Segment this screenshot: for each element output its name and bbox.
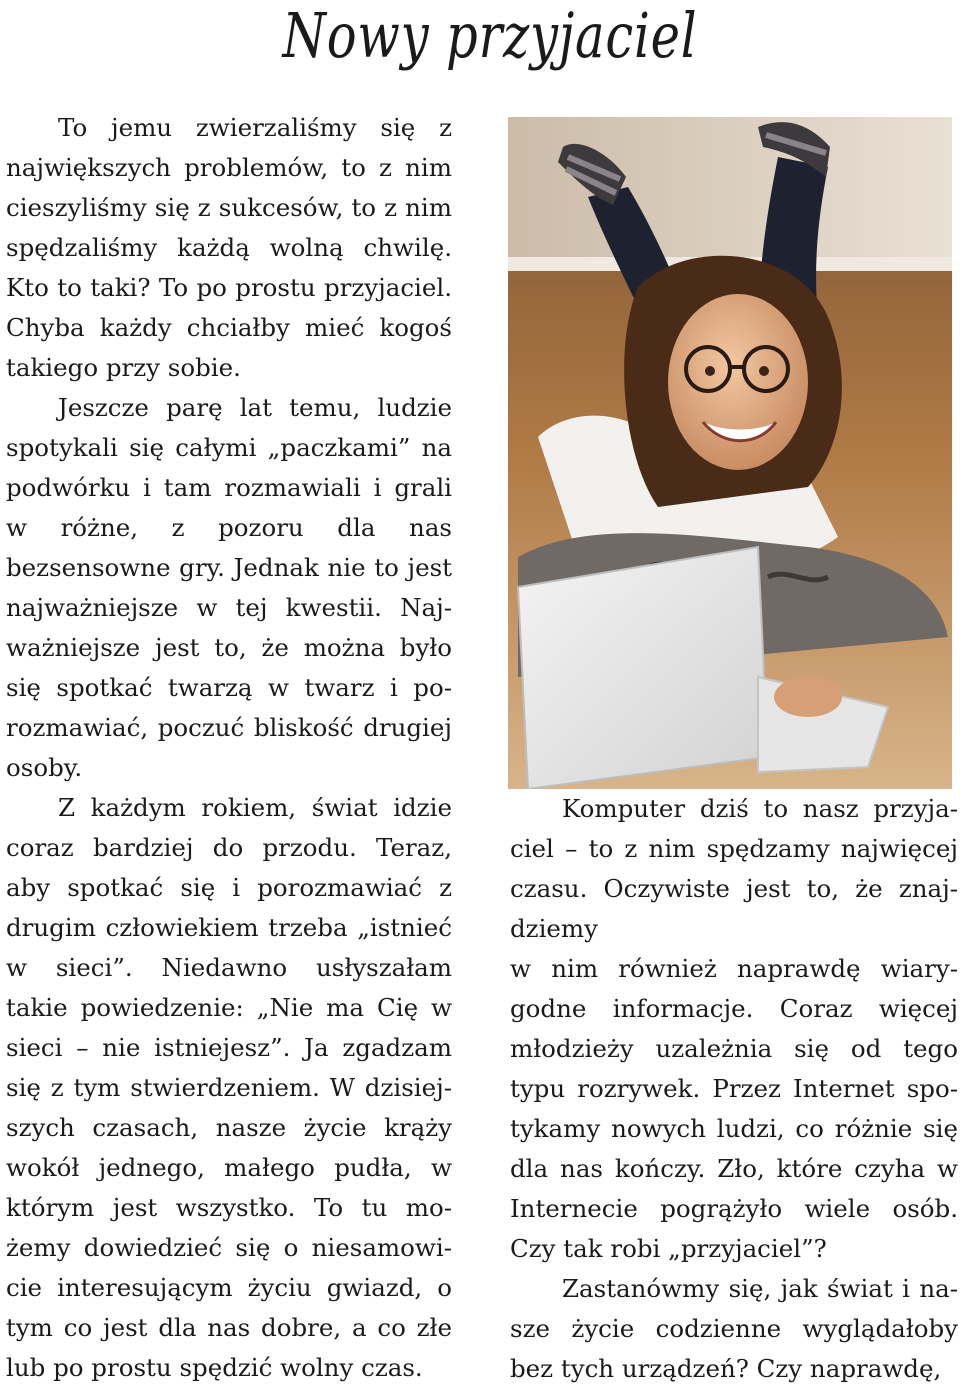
paragraph-2: Jeszcze parę lat temu, ludzie spotykali się całymi „paczkami” na podwórku i tam rozmawiali i grali w różne, z pozoru dla nas bezsensowne gry. Jednak nie to jest najważniejsze w tej kwestii. Najważniejsze jest to, że można było się spotkać twarzą w twarz i porozmawiać, poczuć bliskość drugiej osoby. <box>6 393 452 782</box>
right-column <box>510 789 958 1389</box>
photo-girl-with-laptop <box>508 117 952 789</box>
paragraph-5: w nim również naprawdę wiarygodne informacje. Coraz więcej młodzieży uzależnia się od tego typu rozrywek. Przez Internet spotykamy nowych ludzi, co różnie się dla nas kończy. Zło, które czyha w Internecie pogrążyło wiele osób. Czy tak robi „przyjaciel”? <box>510 954 958 1263</box>
paragraph-3: Z każdym rokiem, świat idzie coraz bardziej do przodu. Teraz, aby spotkać się i porozmawiać z drugim człowiekiem trzeba „istnieć w sieci”. Niedawno usłyszałam takie powiedzenie: „Nie ma Cię w sieci – nie istniejesz”. Ja zgadzam się z tym stwierdzeniem. W dzisiejszych czasach, nasze życie krąży wokół jednego, małego pudła, w którym jest wszystko. To tu możemy dowiedzieć się o niesamowicie interesującym życiu gwiazd, o tym co jest dla nas dobre, a co złe lub po prostu spędzić wolny czas. <box>6 793 452 1382</box>
paragraph-1: To jemu zwierzaliśmy się z największych problemów, to z nim cieszyliśmy się z sukcesów, to z nim spędzaliśmy każdą wolną chwilę. Kto to taki? To po prostu przyjaciel. Chyba każdy chciałby mieć kogoś takiego przy sobie. <box>6 113 452 382</box>
paragraph-4: Komputer dziś to nasz przyjaciel – to z nim spędzamy najwięcej czasu. Oczywiste jest to, że znajdziemy <box>510 794 958 943</box>
left-column <box>6 108 452 1388</box>
photo-illustration <box>508 117 952 789</box>
title-area <box>230 0 750 90</box>
paragraph-6: Zastanówmy się, jak świat i nasze życie codzienne wyglądałoby bez tych urządzeń? Czy naprawdę, <box>510 1274 958 1383</box>
page-title: Nowy przyjaciel <box>282 0 698 72</box>
